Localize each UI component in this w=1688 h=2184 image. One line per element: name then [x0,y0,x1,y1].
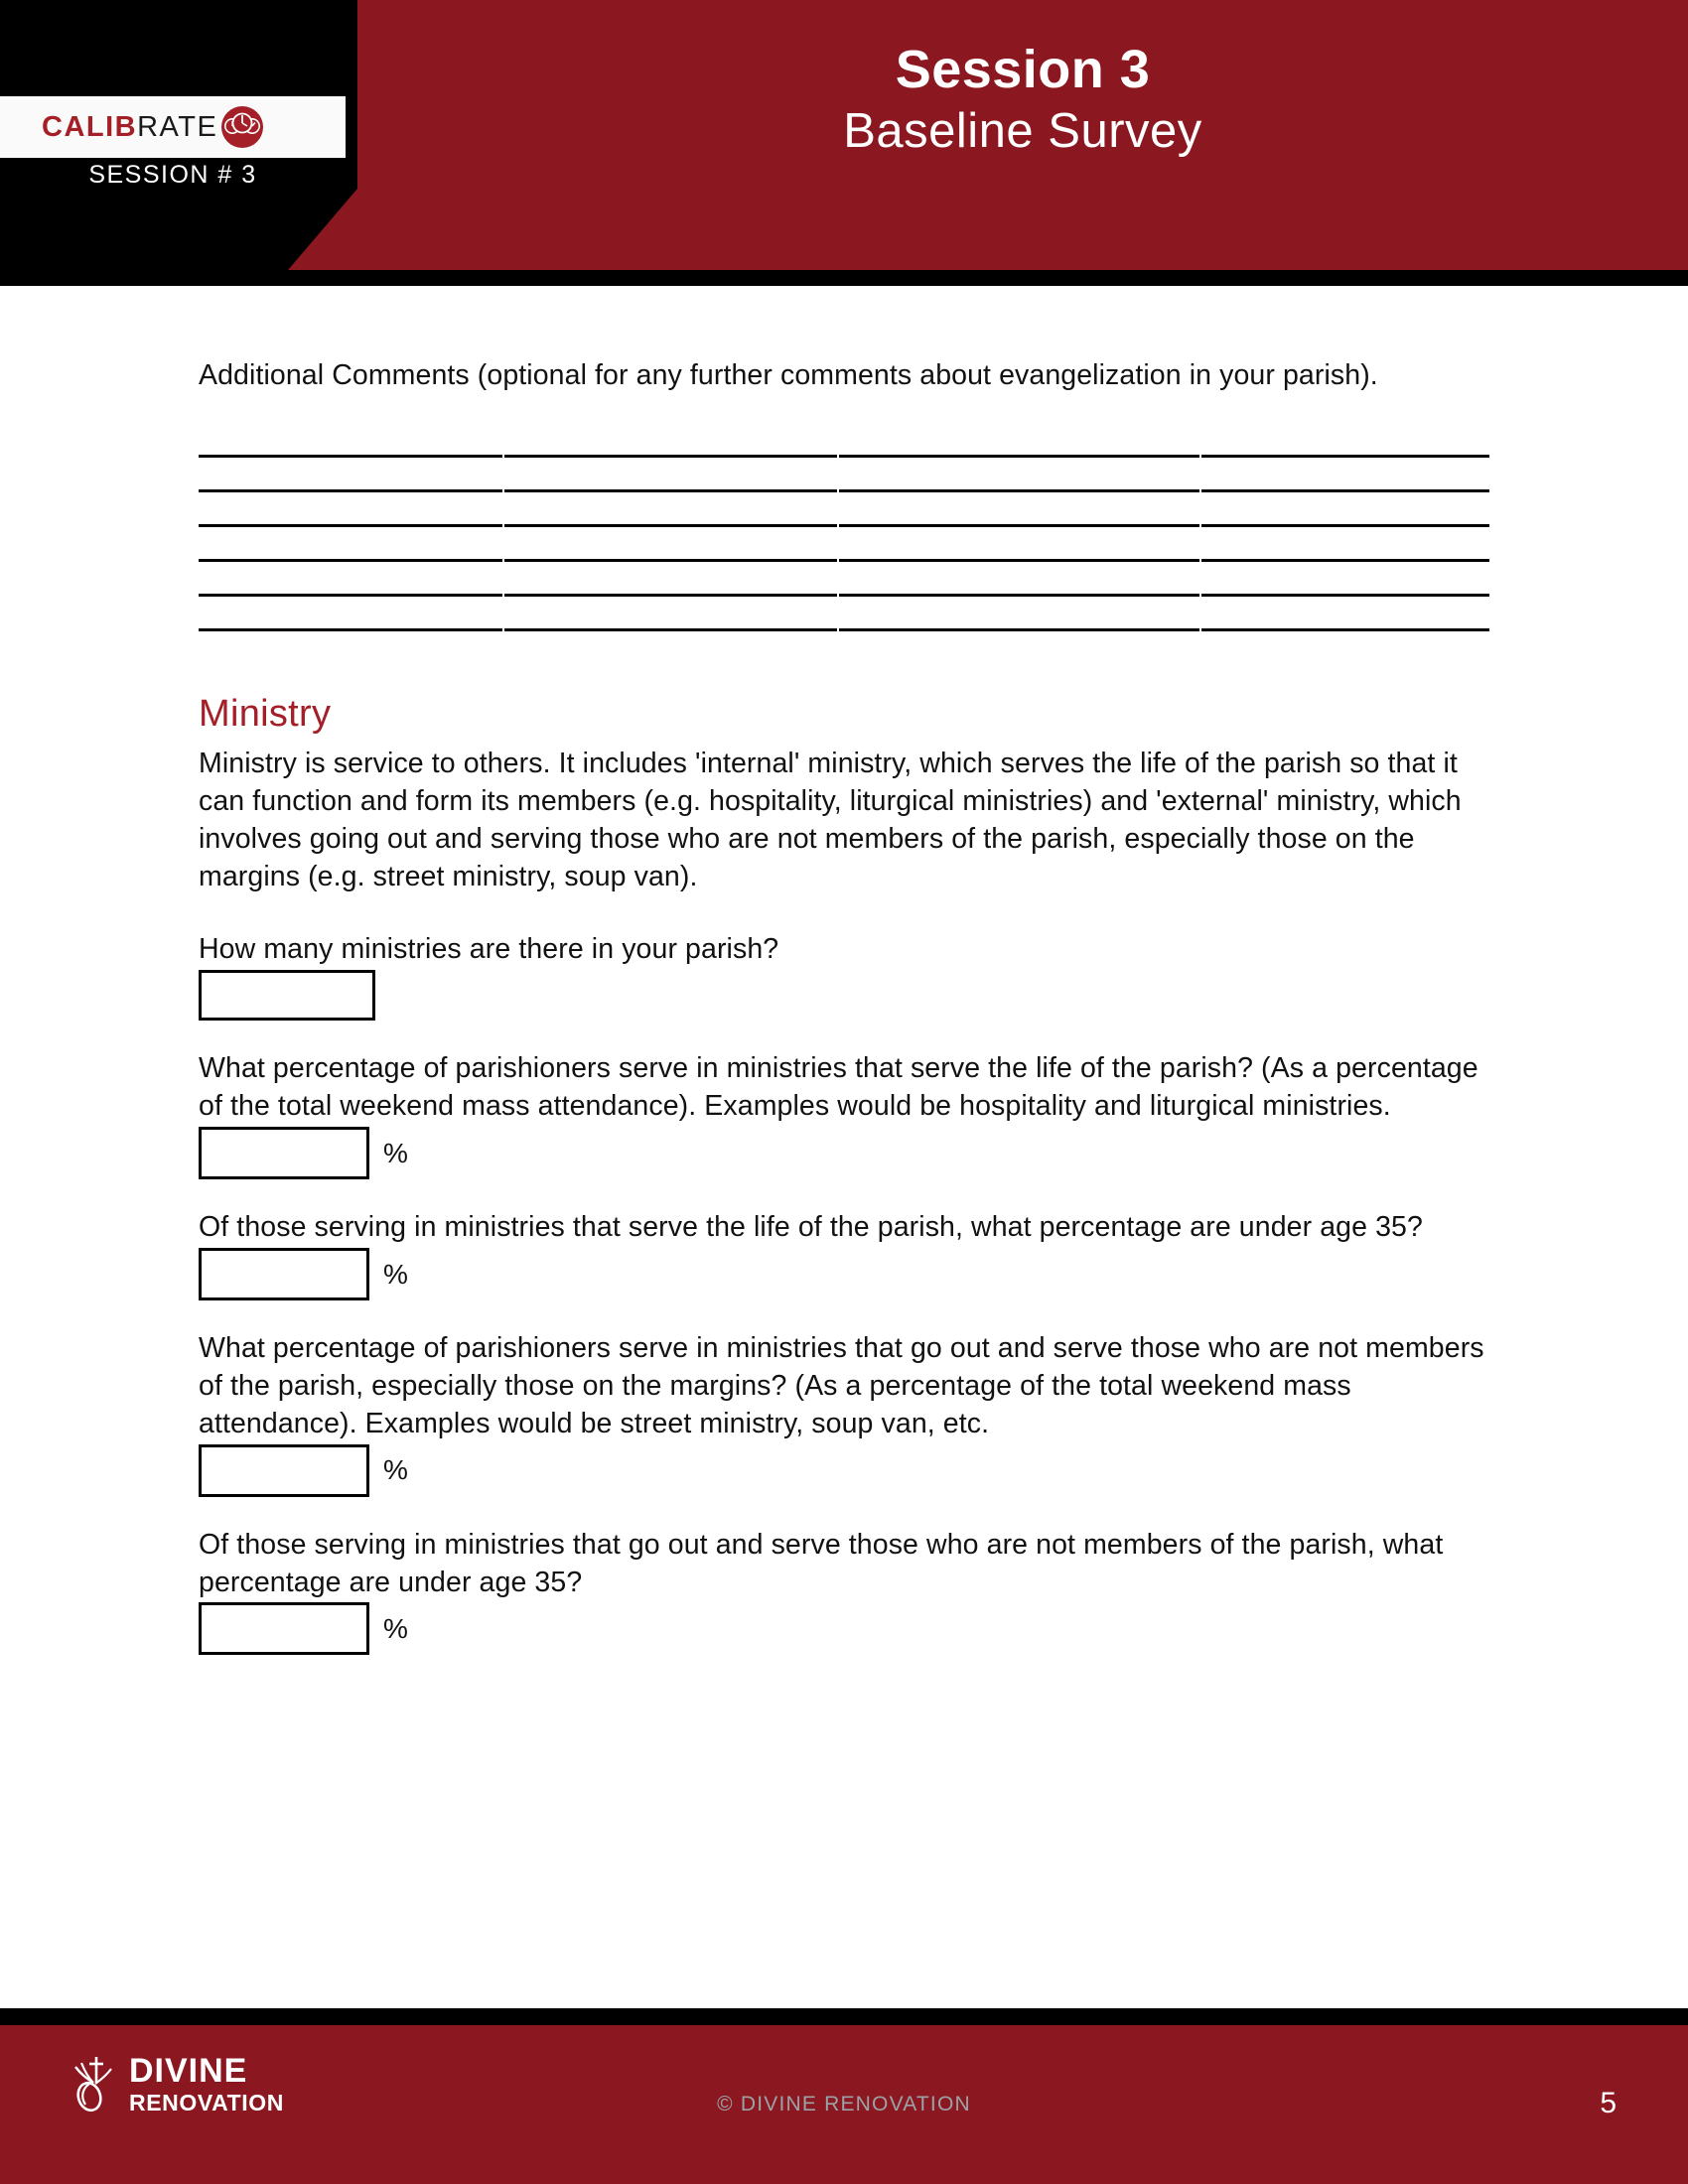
additional-comments-prompt: Additional Comments (optional for any further comments about evangelization in your parish). [199,359,1378,391]
logo-brand-dark: RATE [137,110,218,143]
line-segment [504,628,837,631]
answer-row [199,1248,1489,1300]
section-description-ministry: Ministry is service to others. It includes 'internal' ministry, which serves the life of the parish so that it can function and form its members (e.g. hospitality, liturgical ministries) and 'external' ministry, which involves going out and serving those who are not members of the parish, especially those on the margins (e.g. street ministry, soup van). [199,747,1462,892]
line-segment [839,524,1199,527]
answer-row [199,1444,1489,1497]
answer-input-box-external-under35-pct[interactable] [199,1602,369,1655]
line-segment [504,489,837,492]
footer-copyright: © DIVINE RENOVATION [717,2093,971,2116]
line-segment [1201,594,1489,597]
line-segment [839,628,1199,631]
page-footer [0,2025,1688,2184]
header-title-block [357,40,1688,160]
line-segment [504,524,837,527]
line-segment [839,455,1199,458]
answer-row [199,1127,1489,1179]
line-segment [1201,489,1489,492]
session-tag-label: SESSION # 3 [88,161,257,189]
write-in-line[interactable] [199,423,1489,458]
header-divider-bar [0,270,1688,286]
line-segment [504,559,837,562]
question-block-3 [199,1209,1489,1300]
question-block-5 [199,1527,1489,1656]
gauge-emblem-icon [220,105,264,149]
line-segment [199,628,502,631]
line-segment [1201,628,1489,631]
line-segment [1201,559,1489,562]
write-in-line[interactable] [199,492,1489,527]
line-segment [199,455,502,458]
footer-divider-bar [0,2008,1688,2025]
percent-suffix: % [383,1612,408,1644]
question-label: Of those serving in ministries that serve the life of the parish, what percentage are under age 35? [199,1211,1423,1244]
write-in-line[interactable] [199,562,1489,597]
question-label: What percentage of parishioners serve in ministries that serve the life of the parish? (As a percentage of the total weekend mass attendance). Examples would be hospitality and liturgical ministries. [199,1052,1478,1123]
write-in-line[interactable] [199,458,1489,492]
percent-suffix: % [383,1258,408,1290]
question-label: Of those serving in ministries that go out and serve those who are not members of the parish, what percentage are under age 35? [199,1528,1444,1598]
answer-input-box-internal-under35-pct[interactable] [199,1248,369,1300]
main-content [199,357,1489,1655]
answer-input-box-internal-pct[interactable] [199,1127,369,1179]
footer-logo-primary: DIVINE [129,2051,248,2090]
write-in-line[interactable] [199,597,1489,631]
percent-suffix: % [383,1454,408,1486]
additional-comments-write-in-lines[interactable] [199,423,1489,631]
line-segment [199,559,502,562]
line-segment [1201,455,1489,458]
answer-row [199,970,1489,1021]
answer-row [199,1602,1489,1655]
page-title: Session 3 [895,40,1151,99]
line-segment [199,524,502,527]
line-segment [839,594,1199,597]
line-segment [839,489,1199,492]
page-number: 5 [1600,2087,1617,2119]
logo-brand-red: CALIB [42,110,138,143]
question-label: What percentage of parishioners serve in ministries that go out and serve those who are not members of the parish, especially those on the margins? (As a percentage of the total weekend mass attendance). Examples would be street ministry, soup van, etc. [199,1332,1484,1439]
percent-suffix: % [383,1137,408,1168]
line-segment [839,559,1199,562]
section-heading-ministry: Ministry [199,692,332,735]
line-segment [199,489,502,492]
question-label: How many ministries are there in your parish? [199,933,779,966]
question-block-1 [199,931,1489,1021]
page-subtitle: Baseline Survey [843,104,1202,159]
page-header [0,0,1688,270]
line-segment [1201,524,1489,527]
line-segment [504,455,837,458]
question-block-4 [199,1330,1489,1497]
question-block-2 [199,1050,1489,1179]
calibrate-logo [0,96,346,158]
answer-input-box-external-pct[interactable] [199,1444,369,1497]
footer-logo-secondary: RENOVATION [129,2089,284,2116]
answer-input-box-ministries-count[interactable] [199,970,375,1021]
line-segment [199,594,502,597]
write-in-line[interactable] [199,527,1489,562]
line-segment [504,594,837,597]
